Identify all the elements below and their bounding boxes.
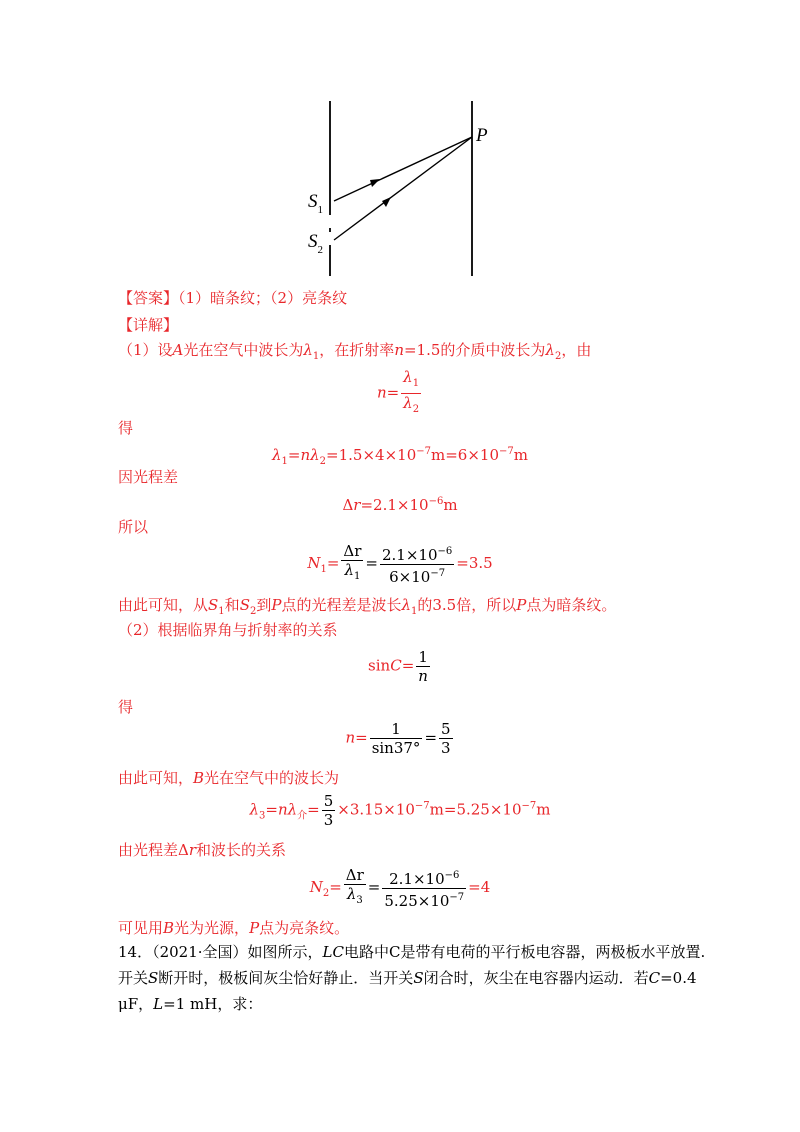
part1-conclusion: 由此可知，从$S_1$和$S_2$到P点的光程差是波长$\lambda_1$的3.5倍，所以P点为暗条纹。 [118, 596, 617, 617]
label-s1: $S_1$ [308, 191, 323, 216]
de-1: 得 [118, 419, 134, 437]
part2-line1: 由此可知，B光在空气中的波长为 [118, 769, 340, 787]
formula-sinc: sinC= $\frac{1}{n}$ [368, 648, 428, 685]
double-slit-figure [290, 95, 520, 285]
part2-line2: 由光程差Δr和波长的关系 [118, 841, 287, 859]
answer-label: 【答案】 [118, 289, 179, 307]
formula-n-value: n= $\frac{1}{\sin 37^\circ}$ = $\frac{5}{3}$ [345, 720, 451, 757]
ray-s1 [334, 137, 472, 201]
part1-intro: （1）设A光在空气中波长为$\lambda_1$，在折射率n=1.5的介质中波长为$\lambda_2$，由 [118, 341, 592, 362]
formula-n1: $N_1=$ $\frac{\Delta r}{\lambda_1}$ = $\frac{2.1\times 10^{-6}}{6\times 10^{-7}}$ =3.5 [307, 542, 493, 586]
q14-line3: μF，L=1 mH，求： [118, 995, 263, 1013]
part2-intro: （2）根据临界角与折射率的关系 [118, 621, 338, 639]
q14-line1: 14．（2021·全国）如图所示，LC电路中C是带有电荷的平行板电容器，两极板水平放置. [118, 943, 706, 961]
answer-text: （1）暗条纹；（2）亮条纹 [178, 289, 348, 307]
ray-s2 [334, 137, 472, 240]
answer-line [118, 288, 347, 308]
label-p: P [476, 125, 488, 146]
formula-delta-r: $\Delta r=2.1\times 10^{-6}m$ [342, 496, 458, 514]
formula-n-ratio: n= $\frac{\lambda_1}{\lambda_2}$ [376, 368, 420, 415]
because-line: 因光程差 [118, 468, 179, 486]
so-line: 所以 [118, 518, 149, 536]
arrowhead-ray-s2 [382, 197, 391, 207]
arrowhead-ray-s1 [370, 179, 380, 187]
q14-line2: 开关S断开时，极板间灰尘恰好静止．当开关S闭合时，灰尘在电容器内运动．若C=0.4 [118, 969, 697, 987]
formula-lambda3: $\lambda_3=n\lambda_介=$ $\frac{5}{3}$ $\times 3.15\times 10^{-7}m=5.25\times 10^{-7}m$ [249, 792, 551, 829]
label-s2: $S_2$ [308, 231, 323, 256]
detail-label: 【详解】 [118, 316, 179, 334]
formula-n2: $N_2=$ $\frac{\Delta r}{\lambda_3}$ = $\frac{2.1\times 10^{-6}}{5.25\times 10^{-7}}$ =4 [309, 866, 491, 910]
de-2: 得 [118, 698, 134, 716]
part2-final: 可见用B光为光源，P点为亮条纹。 [118, 919, 350, 937]
formula-lambda1: $\lambda_1=n\lambda_2=1.5\times 4\times 10^{-7}m=6\times 10^{-7}m$ [272, 446, 528, 467]
